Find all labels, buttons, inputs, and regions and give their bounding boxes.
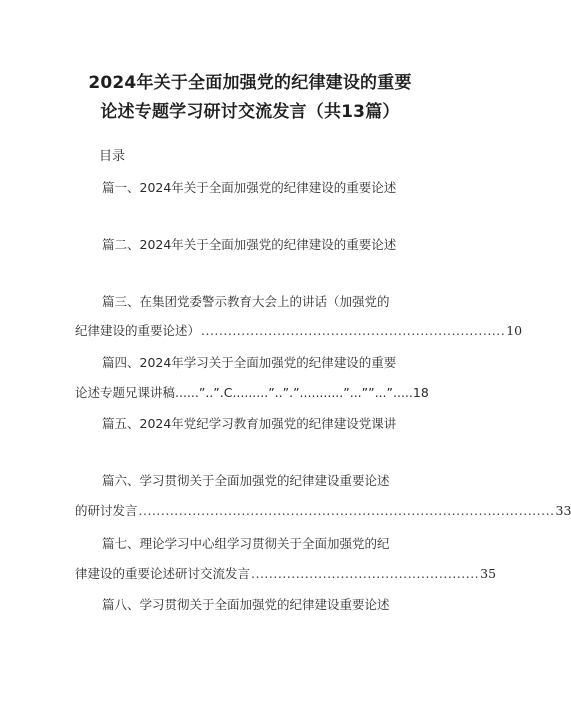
document-title-line2: 论述专题学习研讨交流发言（共13篇） — [100, 102, 400, 122]
toc-entry-1[interactable]: 篇一、2024年关于全面加强党的纪律建设的重要论述 — [102, 180, 397, 195]
toc-entry-3-page: 10 — [506, 323, 523, 338]
toc-entry-3-text: 纪律建设的重要论述） — [75, 323, 201, 338]
toc-entry-7[interactable]: 篇七、理论学习中心组学习贯彻关于全面加强党的纪 — [102, 536, 390, 551]
toc-entry-3-leader: .................................................................... — [201, 323, 506, 338]
toc-entry-8[interactable]: 篇八、学习贯彻关于全面加强党的纪律建设重要论述 — [102, 597, 390, 612]
toc-entry-3-continuation[interactable] — [75, 321, 523, 339]
toc-entry-6[interactable]: 篇六、学习贯彻关于全面加强党的纪律建设重要论述 — [102, 473, 390, 488]
toc-heading: 目录 — [99, 149, 126, 164]
document-title-line1: 2024年关于全面加强党的纪律建设的重要 — [88, 73, 412, 93]
toc-entry-4[interactable]: 篇四、2024年学习关于全面加强党的纪律建设的重要 — [102, 355, 397, 370]
toc-entry-6-leader: ............................................................................................. — [138, 503, 555, 518]
toc-entry-2[interactable]: 篇二、2024年关于全面加强党的纪律建设的重要论述 — [102, 237, 397, 252]
toc-entry-6-page: 33 — [555, 503, 571, 518]
toc-entry-5[interactable]: 篇五、2024年党纪学习教育加强党的纪律建设党课讲 — [102, 416, 397, 431]
toc-entry-7-page: 35 — [480, 566, 497, 581]
toc-entry-3[interactable]: 篇三、在集团党委警示教育大会上的讲话（加强党的 — [102, 294, 390, 309]
toc-entry-6-continuation[interactable] — [75, 501, 571, 519]
toc-entry-7-leader: ................................................... — [251, 566, 480, 581]
toc-entry-7-continuation[interactable] — [75, 564, 497, 582]
toc-entry-7-text: 律建设的重要论述研讨交流发言 — [75, 566, 251, 581]
toc-entry-4-continuation[interactable]: 论述专题兄课讲稿......”..”.C.........”..”.”...........”...””...”.....18 — [75, 385, 429, 400]
toc-entry-6-text: 的研讨发言 — [75, 503, 138, 518]
